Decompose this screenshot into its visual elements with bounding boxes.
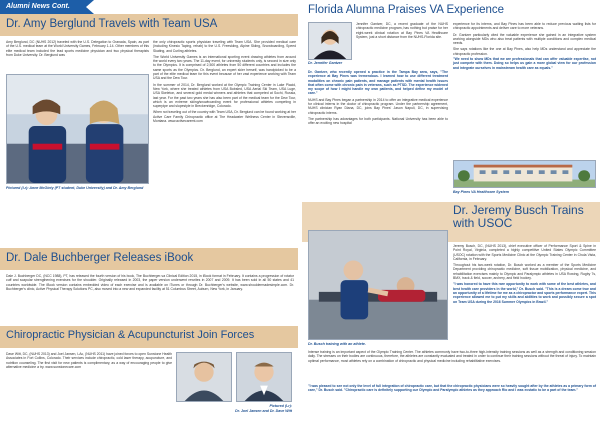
busch-training-image: [309, 231, 447, 339]
bay-pines-caption: Bay Pines VA Healthcare System: [453, 190, 509, 194]
gantzer-right-para-2: Dr. Gantzer particularly cited the valuable experience she gained in an integrative system working alongside MDs who also treat patients with multiple conditions and complex medical needs.: [453, 32, 596, 46]
buchberger-body: Dale J. Buchberger DC, (NCC 1988), PT, has released the fourth version of his book, The Buchberger-va Clinical Edition 2015, in iBook format in February. It contains a progression of rotator cuff and scapular strengthening exercises for the shoulder. Originally released in 2003, the paper version underwent rewrites in 2007 and 2009. It has been sold in all 50 states and 41 countries worldwide. The iBook version contains embedded video of each exercise and is available on iTunes or through Dr. Buchberger's website, www.shouldermadesimple.com. Dr. Buchberger's clinic, Active Physical Therapy Solutions PC, also moved into a new and expanded facility at 51 Columbus Street, Auburn, New York, in January.: [6, 274, 294, 291]
gantzer-second-column: [453, 22, 596, 70]
gantzer-right-para-3: She says rotations like the one at Bay Pines, also help MDs understand and appreciate the chiropractic profession.: [453, 47, 596, 56]
chiro-caption-label: Pictured (l-r):: [269, 404, 292, 408]
berglund-second-column: [153, 40, 296, 123]
berglund-headline: Dr. Amy Berglund Travels with Team USA: [6, 18, 218, 30]
busch-photo-caption: Dr. Busch training with an athlete.: [308, 342, 366, 346]
busch-headline: Dr. Jeremy Busch Trains with USOC: [453, 203, 584, 230]
gantzer-para-2: NUHS and Bay Pines began a partnership in 2014 to offer an integrative medical experience for clinical interns in the doctor of chiropractic program. Under the partnership agreement, NUHS clinician Ryan Diana, DC, joins Bay Pines' Jason Napuli, DC, in supervising chiropractic interns.: [308, 97, 448, 115]
left-column: [0, 0, 298, 424]
busch-quote-1: "I was honored to have this rare opportunity to work with some of the best athletes, and best health care providers in the world," Dr. Busch said. "This is a dream come true and an opportunity of a lifetime for me as a chiropractor and sports performance expert. This experience allowed me to put my skills and abilities to work and possibly secure a spot on Team USA during the 2016 Summer Olympics in Brazil.": [453, 282, 597, 304]
berglund-intro-text: Amy Berglund, DC (NUHS 2012) traveled with the U.S. Delegation to Granada, Spain, as part of the U.S. medical team at the World University Games, February 1-14. Other members of this elite medical team included the lead sports medicine physician and two physical therapists from Duke University. Dr. Berglund was: [6, 40, 149, 57]
jansen-portrait-image: [177, 353, 231, 401]
busch-para-2: Throughout his two-week rotation, Dr. Busch worked as a member of the Sports Medicine Department providing chiropractic medicine, soft tissue mobilization, physical medicine, and rehabilitation exercises mainly to Olympic and Paralympic athletes in USA Rowing, Rugby 7s, BMX, track & field, soccer, archery, and field hockey.: [453, 263, 596, 281]
berglund-para-1: the only chiropractic sports physician traveling with Team USA. She provided medical care (including Kinesio Taping, rehab) to the U.S. Freeskiing, Alpine Skiing, Snowboarding, Speed Skating, and Curling athletes.: [153, 40, 296, 53]
right-column: [302, 0, 600, 424]
bay-pines-building-photo: [453, 160, 596, 188]
jansen-portrait: [176, 352, 232, 402]
gantzer-right-quote: "We need to show MDs that we are professionals that can offer valuable expertise, not just compete with them. Doing so helps us gain a more global view for our profession and integrate ourselves in mainstream health care as equals.": [453, 57, 596, 70]
busch-para-3: Intense training is an important aspect of the Olympic Training Center. The athletes commonly have two-to-three high-intensity training sessions as well as a strength and conditioning session daily. The stresses on their bodies are continuous, therefore, the athletes are constantly evaluated and treated in order to continue their training sessions without the threat of injury. To maintain optimal performance, most athletes rely on a combination of chiropractic and physical medicine including rehabilitative exercises.: [308, 350, 596, 363]
chiro-caption-names: Dr. Joel Jansen and Dr. Dave Witt: [235, 409, 292, 413]
berglund-photo-caption: Pictured (l-r): Anne McGinty (PT student, Duke University) and Dr. Amy Berglund: [6, 186, 144, 190]
chiro-headline: Chiropractic Physician & Acupuncturist Join Forces: [6, 329, 255, 341]
witt-portrait: [236, 352, 292, 402]
busch-para-1: Jeremy Busch, DC, (NUHS 2013), chief executive officer of Performance Sport & Spine in Point Royal, Virginia, completed a highly competitive United States Olympic Committee (USOC) rotation with the Sports Medicine Clinic at the Olympic Training Center in Chula Vista, California, in February.: [453, 244, 596, 261]
gantzer-intro: Jennifer Gantzer, DC, a recent graduate of the NUHS chiropractic medicine program, has nothing but praise for her eight-week clinical rotation at Bay Pines VA Healthcare System, just a short distance from the NUHS-Florida site.: [356, 22, 448, 39]
busch-training-photo: [308, 230, 448, 340]
alumni-news-banner: Alumni News Cont.: [0, 0, 86, 14]
busch-quote-2: "I was pleased to see not only the level of full integration of chiropractic care, but that the chiropractic physicians were so heavily sought after by the athletes as a primary form of care," Dr. Busch said. "Chiropractic care is definitely supporting our Olympic and Paralympic athletes as they approach Rio and I was ecstatic to be a part of the team.": [308, 384, 596, 393]
berglund-para-3: In the summer of 2014, Dr. Berglund worked at the Olympic Training Center in Lake Placid, New York, where she treated athletes from USA Bobsled, USA Aerial Ski Team, USA Luge, USA Skeleton, and several gold medal winners and athletes that competed at Sochi, Russia, last year. For the past two years she has also been part of the medical team for the Dew Tour, which is an extreme skiing/snowboarding event for professional athletes competing in superpipe and slopestyle in Breckenridge, Colorado.: [153, 82, 296, 109]
gantzer-headline: Florida Alumna Praises VA Experience: [308, 4, 505, 16]
gantzer-quote: Dr. Gantzer, who recently opened a practice in the Tampa Bay area, says, "The experience at Bay Pines was tremendous. I learned how to use different treatment modalities on chronic pain patients, and manage patients with mental health issues that often come with chronic pain in veterans, such as PTSD. The experience widened my scope of how I might handle my own patients, and helped define my model of care.": [308, 70, 448, 96]
berglund-para-2: The World University Games is an international sporting event drawing athletes from around the world every two years. The 11-day event, for university students only, is second in size only to the Olympics. It is comprised of 2,500 athletes from 50 different countries and includes the same sports as the Olympics. Dr. Berglund, an expert skier herself, was handpicked to be a part of the elite medical team for this event because of her vast experience working with Team USA and the Dew Tour.: [153, 54, 296, 81]
gantzer-portrait-image: [309, 23, 351, 59]
chiro-body: Dave Witt, DC, (NUHS 2013) and Joel Jansen, LAc, (NUHS 2011) have joined forces to open Sunstone Health Associates in Fort Collins, Colorado. Their services include chiropractic, cold laser therapy, acupuncture, and nutrition counseling. The first visit for new patients is complimentary, as a way of encouraging people to give alternative medicine a try. www.sunstonecare.com: [6, 352, 172, 369]
gantzer-right-para-1: experience for its interns, and Bay Pines has been able to reduce previous waiting lists for chiropractic appointments and deliver care to more veterans.: [453, 22, 596, 31]
team-photo-image: [7, 75, 148, 183]
gantzer-first-column: [308, 70, 448, 126]
gantzer-portrait: [308, 22, 352, 60]
gantzer-portrait-caption: Dr. Jennifer Gantzer: [308, 61, 343, 65]
berglund-para-4: When not traveling out of the country with Team USA, Dr. Berglund can be found working at her Active Care Family Chiropractic office at The Headwater Wellness Center in Stevensville, Montana. www.activecaremt.com: [153, 110, 296, 124]
gantzer-para-3: The partnership has advantages for both participants. National University has been able to offer an exciting new hospital: [308, 116, 448, 126]
bay-pines-building-image: [454, 161, 595, 187]
busch-second-column: [453, 244, 596, 304]
witt-portrait-image: [237, 353, 291, 401]
buchberger-headline: Dr. Dale Buchberger Releases iBook: [6, 252, 194, 264]
berglund-team-photo: [6, 74, 149, 184]
